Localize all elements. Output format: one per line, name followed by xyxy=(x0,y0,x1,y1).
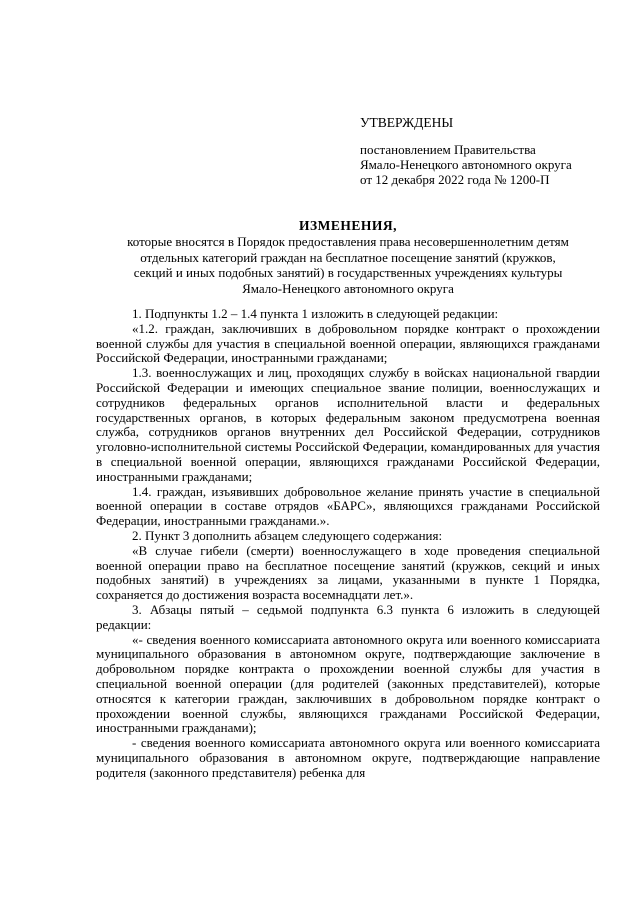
document-subtitle-line: которые вносятся в Порядок предоставления права несовершеннолетним детям xyxy=(127,233,569,249)
approval-heading: УТВЕРЖДЕНЫ xyxy=(360,115,454,130)
paragraph: 1.4. граждан, изъявивших добровольное желание принять участие в специальной военной операции в составе отрядов «БАРС», являющихся гражданами Российской Федерации, иностранными гражданами.». xyxy=(96,483,600,529)
paragraph: «- сведения военного комиссариата автономного округа или военного комиссариата муниципального образования в автономном округе, подтверждающие заключение в добровольном порядке контракта о прохождении военной службы для участия в специальной военной операции (для родителей (законных представителей), которые относятся к категории граждан, заключивших в добровольном порядке контракт о прохождении военной службы, являющихся гражданами Российской Федерации, иностранными гражданами); xyxy=(96,631,600,736)
paragraph: «В случае гибели (смерти) военнослужащего в ходе проведения специальной военной операции право на бесплатное посещение занятий (кружков, секций и иных подобных занятий) в учреждениях за лицами, указанными в пункте 1 Порядка, сохраняется до достижения возраста восемнадцати лет.». xyxy=(96,542,600,603)
document-body xyxy=(96,307,600,781)
approval-line: Ямало-Ненецкого автономного округа xyxy=(360,157,572,172)
paragraph: - сведения военного комиссариата автономного округа или военного комиссариата муниципального образования в автономном округе, подтверждающие направление родителя (законного представителя) ребенка для xyxy=(96,735,600,780)
document-title: ИЗМЕНЕНИЯ, xyxy=(298,218,397,233)
document-subtitle-line: секций и иных подобных занятий) в государственных учреждениях культуры xyxy=(133,265,563,281)
paragraph: 2. Пункт 3 дополнить абзацем следующего содержания: xyxy=(132,527,443,543)
paragraph: 3. Абзацы пятый – седьмой подпункта 6.3 пункта 6 изложить в следующей редакции: xyxy=(96,601,600,632)
approval-line: постановлением Правительства xyxy=(360,142,536,157)
approval-block xyxy=(360,115,630,187)
paragraph: «1.2. граждан, заключивших в добровольном порядке контракт о прохождении военной службы для участия в специальной военной операции, являющихся гражданами Российской Федерации, иностранными гражданами; xyxy=(96,320,600,366)
document-subtitle-line: Ямало-Ненецкого автономного округа xyxy=(242,281,454,297)
paragraph: 1. Подпункты 1.2 – 1.4 пункта 1 изложить в следующей редакции: xyxy=(132,306,499,321)
document-subtitle-line: отдельных категорий граждан на бесплатное посещение занятий (кружков, xyxy=(140,249,556,265)
paragraph: 1.3. военнослужащих и лиц, проходящих службу в войсках национальной гвардии Российской Федерации и имеющих специальное звание полиции, военнослужащих и сотрудников федеральных органов исполнительной власти и федеральных государственных органов, в которых федеральным законом предусмотрена военная служба, сотрудников органов внутренних дел Российской Федерации, сотрудников уголовно-исполнительной системы Российской Федерации, командированных для участия в специальной военной операции, являющихся гражданами Российской Федерации, иностранными гражданами; xyxy=(96,365,600,484)
document-title-block xyxy=(96,218,600,297)
approval-line: от 12 декабря 2022 года № 1200-П xyxy=(360,172,550,187)
